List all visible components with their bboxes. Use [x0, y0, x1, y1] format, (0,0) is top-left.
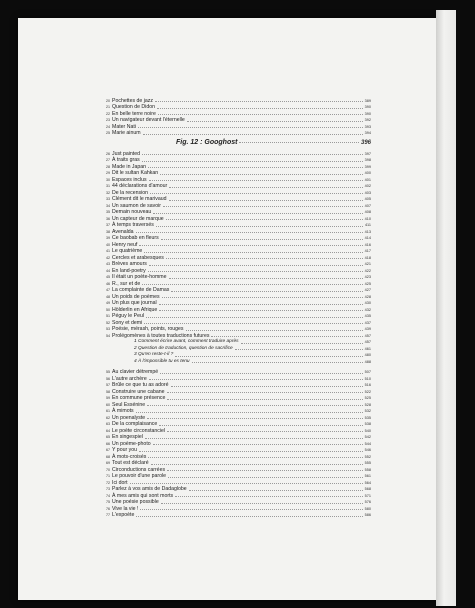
entry-title: Brûle ce que tu as adoré — [112, 382, 169, 388]
dot-leader — [171, 291, 362, 292]
page-number: 389 — [364, 98, 371, 103]
page-number: 398 — [364, 158, 371, 162]
entry-number: 70 — [106, 467, 110, 472]
page-number: 422 — [364, 268, 371, 273]
page-number: 427 — [364, 288, 371, 292]
page-number: 510 — [364, 376, 371, 381]
dot-leader — [161, 239, 363, 240]
page-number: 576 — [364, 500, 371, 504]
dot-leader — [145, 438, 363, 439]
page-number: 407 — [364, 203, 371, 208]
entry-title: Circonductions carrées — [112, 466, 166, 473]
page-number: 402 — [364, 184, 371, 188]
dot-leader — [211, 336, 362, 337]
page-number: 558 — [364, 467, 371, 472]
dot-leader — [187, 121, 363, 122]
page-number: 394 — [364, 131, 371, 135]
entry-number: 72 — [106, 480, 110, 485]
entry-title: Hölderlin en Afrique — [112, 306, 158, 313]
dot-leader — [146, 317, 363, 318]
dot-leader — [136, 412, 363, 413]
dot-leader — [235, 349, 363, 350]
entry-number: 63 — [106, 422, 110, 426]
page-number: 522 — [364, 389, 371, 394]
page-number: 435 — [364, 314, 371, 318]
entry-number: 20 — [106, 98, 110, 103]
entry-title: Y pour you — [112, 447, 137, 453]
entry-title: Parlez à vos amis de Dadaglobe — [112, 486, 187, 492]
entry-number: 49 — [106, 301, 110, 305]
page-number: 586 — [364, 513, 371, 517]
entry-title: Un poids de poèmes — [112, 293, 160, 300]
facing-page-edge — [436, 10, 456, 606]
page-number: 552 — [364, 454, 371, 459]
entry-number: 29 — [106, 171, 110, 175]
page-number: 457 — [364, 340, 371, 344]
page-number: 417 — [364, 249, 371, 253]
entry-title: Un plus que journal — [112, 300, 157, 306]
entry-number: 66 — [106, 441, 110, 446]
entry-title: En land-poetry — [112, 267, 146, 274]
entry-title: Le quatrième — [112, 248, 143, 254]
entry-number: 51 — [106, 314, 110, 318]
page-number: 400 — [364, 171, 371, 175]
entry-number: 23 — [106, 118, 110, 122]
entry-title: Un poenalyste — [112, 414, 146, 421]
page-number: 392 — [364, 118, 371, 122]
entry-title: Le poète circonstanciel — [112, 427, 166, 434]
entry-number: 30 — [106, 177, 110, 182]
entry-number: 27 — [106, 158, 110, 162]
entry-number: 76 — [106, 506, 110, 511]
page-number: 425 — [364, 281, 371, 286]
dot-leader — [149, 180, 363, 181]
entry-number: 53 — [106, 327, 110, 331]
entry-title: En belle terre noire — [112, 110, 156, 117]
entry-number: 46 — [106, 281, 110, 286]
dot-leader — [159, 304, 363, 305]
entry-title: Prolégomènes à toutes traductions futures — [112, 332, 210, 339]
entry-title: Poésie, mérash, points, rouges — [112, 326, 184, 332]
dot-leader — [140, 509, 362, 510]
entry-title: 4 À l'impossible tu es tenu — [134, 358, 190, 364]
page-number: 432 — [364, 307, 371, 312]
page-number: 561 — [364, 474, 371, 478]
dot-leader — [151, 464, 363, 465]
entry-title: Un poème-photo — [112, 440, 151, 447]
entry-title: Le pouvoir d'une parole — [112, 473, 167, 479]
page-number: 405 — [364, 197, 371, 201]
entry-number: 25 — [106, 131, 110, 135]
page-number: 546 — [364, 448, 371, 452]
entry-number: 65 — [106, 435, 110, 439]
entry-title: Henry neuf — [112, 241, 138, 248]
entry-title: Dit le sultan Kahkan — [112, 170, 159, 176]
page-number: 439 — [364, 327, 371, 331]
entry-number: 42 — [106, 255, 110, 260]
entry-title: Un saumon de savoir — [112, 202, 162, 209]
entry-number: 47 — [106, 288, 110, 292]
dot-leader — [158, 114, 363, 115]
entry-number: 62 — [106, 415, 110, 420]
entry-number: 67 — [106, 448, 110, 452]
dot-leader — [241, 343, 363, 344]
page-number: 403 — [364, 190, 371, 195]
entry-number: 33 — [106, 197, 110, 201]
entry-number: 74 — [106, 493, 110, 498]
entry-title: Pochettes de jazz — [112, 97, 153, 104]
page-number: 532 — [364, 409, 371, 413]
page-number: 480 — [364, 353, 371, 357]
toc-figure-entry — [106, 137, 371, 149]
dot-leader — [156, 226, 363, 227]
entry-title: Sony et demi — [112, 319, 143, 326]
entry-title: L'expoète — [112, 512, 135, 518]
entry-title: Ce baobab en fleurs — [112, 235, 159, 241]
page-number: 421 — [364, 262, 371, 266]
entry-title: Au clavier détrempé — [112, 369, 159, 375]
dot-leader — [163, 206, 363, 207]
entry-title: 1 Comment écrire avant, comment traduire après — [134, 339, 239, 344]
dot-leader — [136, 232, 363, 233]
entry-number: 57 — [106, 383, 110, 387]
page-number: 568 — [364, 487, 371, 491]
entry-title: Tout est déclaré — [112, 460, 149, 466]
entry-number: 41 — [106, 249, 110, 253]
dot-leader — [139, 451, 363, 452]
dot-leader — [159, 310, 362, 311]
page-number: 418 — [364, 255, 371, 260]
entry-number: 24 — [106, 124, 110, 129]
entry-title: Fig. 12 : Googhost — [176, 139, 238, 146]
dot-leader — [167, 399, 362, 400]
entry-title: À mes amis qui sont morts — [112, 492, 174, 499]
page-number: 564 — [364, 480, 371, 485]
dot-leader — [147, 405, 362, 406]
page-number: 535 — [364, 415, 371, 420]
entry-number: 60 — [106, 402, 110, 407]
dot-leader — [150, 193, 363, 194]
entry-title: En singespiel — [112, 434, 143, 440]
dot-leader — [169, 200, 363, 201]
dot-leader — [175, 356, 362, 357]
dot-leader — [167, 431, 363, 432]
dot-leader — [142, 154, 363, 155]
page-number: 401 — [364, 177, 371, 182]
entry-title: 2 Question de traduction, question de sacrifice — [134, 345, 233, 351]
dot-leader — [171, 386, 363, 387]
page-number: 516 — [364, 383, 371, 387]
page-number: 555 — [364, 461, 371, 465]
dot-leader — [166, 219, 363, 220]
page-number: 457 — [364, 333, 371, 338]
page-number: 397 — [364, 151, 371, 156]
dot-leader — [160, 174, 363, 175]
entry-title: Péguy le Peul — [112, 313, 145, 319]
entry-title: Made in Japan — [112, 163, 147, 170]
entry-title: Vive la vie ! — [112, 505, 139, 512]
page-number: 488 — [364, 359, 371, 364]
dot-leader — [239, 142, 359, 143]
entry-number: 32 — [106, 190, 110, 195]
dot-leader — [142, 161, 363, 162]
page-number: 538 — [364, 422, 371, 426]
entry-number: 52 — [106, 320, 110, 325]
dot-leader — [167, 470, 363, 471]
page-number: 410 — [364, 216, 371, 221]
page-number: 428 — [364, 294, 371, 299]
entry-number: 77 — [106, 513, 110, 517]
page-number: 399 — [364, 164, 371, 169]
entry-title: Un capteur de marque — [112, 215, 164, 222]
entry-title: Clément dit le marivaud — [112, 196, 167, 202]
entry-number: 54 — [106, 333, 110, 338]
toc-subentry — [106, 358, 371, 365]
entry-number: 56 — [106, 376, 110, 381]
entry-number: 28 — [106, 164, 110, 169]
entry-title: Il était un poète-homme — [112, 274, 167, 280]
dot-leader — [138, 127, 363, 128]
entry-number: 36 — [106, 216, 110, 221]
dot-leader — [144, 323, 362, 324]
entry-number: 58 — [106, 389, 110, 394]
entry-title: Just painted — [112, 150, 140, 157]
entry-number: 45 — [106, 275, 110, 279]
entry-number: 64 — [106, 428, 110, 433]
entry-title: Construire une cabane — [112, 388, 165, 395]
entry-number: 21 — [106, 105, 110, 109]
dot-leader — [160, 373, 363, 374]
table-of-contents — [106, 97, 371, 518]
entry-title: 3 Qu'en reste-t-il ? — [134, 352, 174, 357]
entry-number: 69 — [106, 461, 110, 465]
entry-title: 44 déclarations d'amour — [112, 183, 168, 189]
entry-number: 71 — [106, 474, 110, 478]
entry-title: Cercles et arabesques — [112, 254, 164, 261]
entry-title: Une poésie possible — [112, 499, 159, 505]
dot-leader — [168, 477, 363, 478]
page-number: 408 — [364, 210, 371, 214]
entry-number: 31 — [106, 184, 110, 188]
page-number: 580 — [364, 506, 371, 511]
entry-number: 75 — [106, 500, 110, 504]
entry-title: De la complaisance — [112, 421, 158, 427]
entry-number: 37 — [106, 223, 110, 227]
entry-number: 26 — [106, 151, 110, 156]
entry-number: 44 — [106, 268, 110, 273]
dot-leader — [175, 496, 363, 497]
dot-leader — [142, 284, 362, 285]
entry-title: L'autre archère — [112, 375, 147, 382]
dot-leader — [192, 362, 363, 363]
entry-number: 43 — [106, 262, 110, 266]
dot-leader — [159, 425, 362, 426]
page-number: 396 — [360, 140, 371, 146]
dot-leader — [167, 392, 363, 393]
page-number: 414 — [364, 236, 371, 240]
entry-title: Demain nouveau — [112, 209, 152, 215]
entry-number: 35 — [106, 210, 110, 214]
entry-number: 40 — [106, 242, 110, 247]
page-number: 390 — [364, 111, 371, 116]
dot-leader — [130, 483, 363, 484]
entry-title: Question de Didon — [112, 104, 155, 110]
dot-leader — [155, 101, 363, 102]
book-page — [18, 18, 436, 600]
page-number: 507 — [364, 370, 371, 374]
entry-title: Marie ainum — [112, 130, 141, 136]
page-number: 542 — [364, 435, 371, 439]
entry-title: Ici dort — [112, 479, 128, 486]
entry-number: 59 — [106, 396, 110, 400]
entry-title: De la recension — [112, 189, 149, 196]
dot-leader — [148, 457, 362, 458]
page-number: 437 — [364, 320, 371, 325]
page-number: 528 — [364, 402, 371, 407]
dot-leader — [162, 297, 363, 298]
dot-leader — [139, 245, 362, 246]
entry-title: À traits gras — [112, 157, 140, 163]
dot-leader — [166, 258, 363, 259]
toc-entry — [106, 512, 371, 519]
dot-leader — [143, 134, 363, 135]
dot-leader — [161, 503, 363, 504]
dot-leader — [148, 271, 363, 272]
entry-title: R., sur et de — [112, 280, 141, 287]
dot-leader — [147, 418, 362, 419]
page-number: 525 — [364, 396, 371, 400]
entry-number: 22 — [106, 111, 110, 116]
page-number: 413 — [364, 229, 371, 234]
dot-leader — [136, 516, 362, 517]
dot-leader — [189, 490, 363, 491]
dot-leader — [153, 213, 362, 214]
entry-number: 68 — [106, 454, 110, 459]
entry-number: 39 — [106, 236, 110, 240]
entry-title: Avenalda — [112, 228, 134, 235]
entry-title: Brèves amours — [112, 261, 147, 267]
dot-leader — [169, 187, 362, 188]
entry-number: 34 — [106, 203, 110, 208]
entry-title: La complainte de Damas — [112, 287, 170, 293]
entry-title: À mimots — [112, 408, 134, 414]
dot-leader — [186, 330, 363, 331]
entry-title: À temps traversés — [112, 222, 154, 228]
page-number: 423 — [364, 275, 371, 279]
page-number: 540 — [364, 428, 371, 433]
toc-entry — [106, 130, 371, 137]
entry-title: Seul Essénine — [112, 401, 146, 408]
page-number: 411 — [364, 223, 371, 227]
entry-title: Espaces inclus — [112, 176, 147, 183]
entry-number: 50 — [106, 307, 110, 312]
page-number: 393 — [364, 124, 371, 129]
dot-leader — [153, 444, 363, 445]
page-number: 544 — [364, 441, 371, 446]
page-number: 571 — [364, 493, 371, 498]
entry-number: 55 — [106, 370, 110, 374]
entry-number: 48 — [106, 294, 110, 299]
entry-number: 73 — [106, 487, 110, 491]
dot-leader — [169, 278, 363, 279]
entry-number: 38 — [106, 229, 110, 234]
page-number: 390 — [364, 105, 371, 109]
page-number: 430 — [364, 301, 371, 305]
entry-number: 61 — [106, 409, 110, 413]
dot-leader — [149, 265, 363, 266]
dot-leader — [149, 379, 363, 380]
dot-leader — [157, 108, 363, 109]
entry-title: En commune présence — [112, 395, 166, 401]
page-number: 461 — [364, 346, 371, 351]
page-number: 416 — [364, 242, 371, 247]
dot-leader — [144, 252, 362, 253]
dot-leader — [148, 167, 363, 168]
entry-title: Mater Nati — [112, 123, 136, 130]
entry-title: À mots-croisés — [112, 453, 147, 460]
entry-title: Un navigateur devant l'éternelle — [112, 117, 185, 123]
